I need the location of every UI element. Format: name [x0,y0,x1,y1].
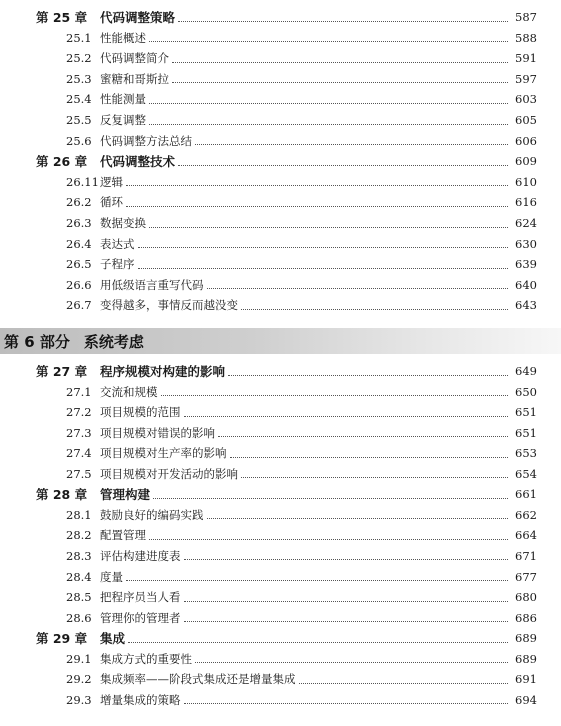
toc-section-row[interactable] [0,505,561,525]
toc-entry-number: 26.7 [66,298,92,313]
toc-entry-number: 27.4 [66,446,92,461]
toc-entry-title: 用低级语言重写代码 [100,277,204,292]
dot-leader [161,395,509,396]
toc-entry-page: 597 [515,71,537,86]
toc-section-row[interactable] [0,546,561,566]
toc-entry-title: 项目规模对错误的影响 [100,425,215,440]
dot-leader [241,309,508,310]
toc-entry-title: 循环 [100,195,123,210]
toc-entry-title: 配置管理 [100,528,146,543]
toc-entry-title: 增量集成的策略 [100,692,181,707]
dot-leader [149,124,508,125]
dot-leader [184,416,509,417]
toc-section-row[interactable] [0,690,561,710]
dot-leader [149,103,508,104]
toc-entry-number: 25.5 [66,113,92,127]
dot-leader [172,82,508,83]
toc-entry-number: 28.1 [66,507,92,522]
toc-entry-title: 评估构建进度表 [100,548,181,563]
toc-entry-title: 集成频率——阶段式集成还是增量集成 [100,672,296,687]
toc-entry-page: 588 [515,30,537,45]
toc-entry-page: 587 [515,10,537,24]
toc-entry-title: 性能概述 [100,30,146,45]
toc-entry-number: 26.4 [66,236,92,251]
dot-leader [178,165,508,166]
toc-section-row[interactable] [0,402,561,422]
dot-leader [195,662,508,663]
toc-entry-page: 661 [515,487,537,502]
dot-leader [184,601,509,602]
toc-section-row[interactable] [0,172,561,192]
toc-entry-page: 624 [515,216,537,230]
toc-entry-number: 29.2 [66,672,92,687]
toc-entry-number: 27.3 [66,425,92,440]
toc-section-row[interactable] [0,275,561,295]
toc-entry-number: 25.1 [66,30,92,45]
toc-entry-title: 管理构建 [100,487,151,503]
toc-entry-page: 680 [515,590,537,605]
toc-entry-title: 集成 [100,631,126,647]
toc-section-row[interactable] [0,89,561,109]
dot-leader [128,642,508,643]
toc-entry-page: 609 [515,154,537,169]
dot-leader [126,206,508,207]
part-header [0,328,561,354]
toc-entry-title: 表达式 [100,236,135,251]
toc-entry-number: 26.5 [66,257,92,272]
toc-section-row[interactable] [0,382,561,402]
dot-leader [178,21,508,22]
toc-entry-number: 第 25 章 [36,10,88,25]
toc-entry-number: 29.3 [66,692,92,707]
toc-entry-title: 程序规模对构建的影响 [100,364,226,379]
dot-leader [207,518,509,519]
toc-entry-number: 25.6 [66,133,92,148]
toc-entry-title: 反复调整 [100,113,146,127]
toc-entry-page: 686 [515,610,537,625]
toc-entry-number: 25.2 [66,51,92,66]
toc-entry-title: 项目规模对生产率的影响 [100,446,227,461]
dot-leader [149,41,508,42]
toc-section-row[interactable] [0,464,561,484]
toc-entry-page: 677 [515,569,537,584]
dot-leader [126,580,508,581]
toc-entry-number: 26.11 [66,174,99,189]
toc-entry-title: 代码调整简介 [100,51,169,66]
toc-entry-page: 606 [515,133,537,148]
toc-chapter-row[interactable] [0,361,561,381]
toc-chapter-row[interactable] [0,151,561,171]
toc-entry-title: 度量 [100,569,123,584]
toc-section-row[interactable] [0,295,561,315]
toc-entry-page: 694 [515,692,537,707]
toc-entry-number: 26.3 [66,216,92,230]
toc-entry-title: 代码调整技术 [100,154,176,170]
toc-entry-number: 25.3 [66,71,92,86]
toc-chapter-row[interactable] [0,484,561,504]
toc-entry-page: 643 [515,298,537,313]
toc-entry-title: 数据变换 [100,216,146,230]
toc-entry-number: 第 29 章 [36,631,88,647]
toc-section-row[interactable] [0,192,561,212]
dot-leader [218,436,508,437]
toc-entry-number: 27.5 [66,466,92,481]
toc-entry-title: 项目规模对开发活动的影响 [100,466,238,481]
dot-leader [149,227,508,228]
toc-entry-page: 639 [515,257,537,272]
toc-entry-page: 689 [515,651,537,666]
toc-section-row[interactable] [0,234,561,254]
toc-section-row[interactable] [0,48,561,68]
toc-section-row[interactable] [0,649,561,669]
toc-entry-title: 把程序员当人看 [100,590,181,605]
toc-entry-page: 649 [515,364,537,378]
toc-section-row[interactable] [0,608,561,628]
toc-entry-page: 605 [515,113,537,127]
toc-chapter-row[interactable] [0,628,561,648]
part-label: 第 6 部分 [4,332,70,351]
toc-section-row[interactable] [0,254,561,274]
dot-leader [230,457,509,458]
toc-section-row[interactable] [0,423,561,443]
toc-entry-page: 653 [515,446,537,461]
toc-entry-page: 610 [515,174,537,189]
toc-entry-number: 28.4 [66,569,92,584]
toc-entry-title: 鼓励良好的编码实践 [100,507,204,522]
toc-entry-number: 第 26 章 [36,154,88,170]
toc-section-row[interactable] [0,213,561,233]
toc-entry-number: 28.3 [66,548,92,563]
dot-leader [153,498,508,499]
toc-entry-title: 代码调整方法总结 [100,133,192,148]
toc-entry-number: 第 28 章 [36,487,88,503]
toc-section-row[interactable] [0,669,561,689]
dot-leader [138,247,509,248]
toc-entry-page: 654 [515,466,537,481]
toc-entry-page: 689 [515,631,537,646]
toc-entry-number: 26.6 [66,277,92,292]
toc-entry-title: 子程序 [100,257,135,272]
toc-section-row[interactable] [0,110,561,130]
dot-leader [184,703,509,704]
dot-leader [172,62,508,63]
toc-section-row[interactable] [0,131,561,151]
toc-entry-number: 29.1 [66,651,92,666]
dot-leader [138,268,509,269]
toc-entry-title: 集成方式的重要性 [100,651,192,666]
dot-leader [241,477,508,478]
toc-entry-page: 664 [515,528,537,543]
toc-section-row[interactable] [0,567,561,587]
dot-leader [299,683,509,684]
toc-entry-page: 651 [515,405,537,420]
toc-entry-title: 管理你的管理者 [100,610,181,625]
toc-section-row[interactable] [0,525,561,545]
toc-entry-title: 代码调整策略 [100,10,176,25]
dot-leader [184,621,509,622]
toc-entry-title: 性能测量 [100,92,146,107]
toc-entry-page: 630 [515,236,537,251]
dot-leader [184,559,509,560]
toc-entry-number: 26.2 [66,195,92,210]
toc-entry-title: 蜜糖和哥斯拉 [100,71,169,86]
toc-section-row[interactable] [0,587,561,607]
toc-section-row[interactable] [0,443,561,463]
toc-entry-number: 25.4 [66,92,92,107]
dot-leader [195,144,508,145]
dot-leader [207,288,509,289]
toc-entry-number: 27.2 [66,405,92,420]
toc-entry-page: 640 [515,277,537,292]
toc-entry-page: 591 [515,51,537,66]
dot-leader [149,539,508,540]
toc-entry-title: 交流和规模 [100,384,158,399]
toc-entry-page: 650 [515,384,537,399]
toc-entry-number: 28.2 [66,528,92,543]
toc-entry-page: 603 [515,92,537,107]
toc-entry-page: 662 [515,507,537,522]
toc-section-row[interactable] [0,28,561,48]
toc-section-row[interactable] [0,69,561,89]
toc-entry-number: 28.6 [66,610,92,625]
toc-entry-title: 逻辑 [100,174,123,189]
toc-entry-page: 691 [515,672,537,687]
toc-entry-page: 616 [515,195,537,210]
dot-leader [228,375,508,376]
toc-entry-number: 28.5 [66,590,92,605]
toc-entry-title: 项目规模的范围 [100,405,181,420]
toc-entry-title: 变得越多，事情反而越没变 [100,298,238,313]
toc-entry-page: 671 [515,548,537,563]
toc-entry-number: 第 27 章 [36,364,88,379]
toc-chapter-row[interactable] [0,7,561,27]
part-title: 系统考虑 [83,332,144,351]
toc-entry-page: 651 [515,425,537,440]
dot-leader [126,185,508,186]
toc-entry-number: 27.1 [66,384,92,399]
